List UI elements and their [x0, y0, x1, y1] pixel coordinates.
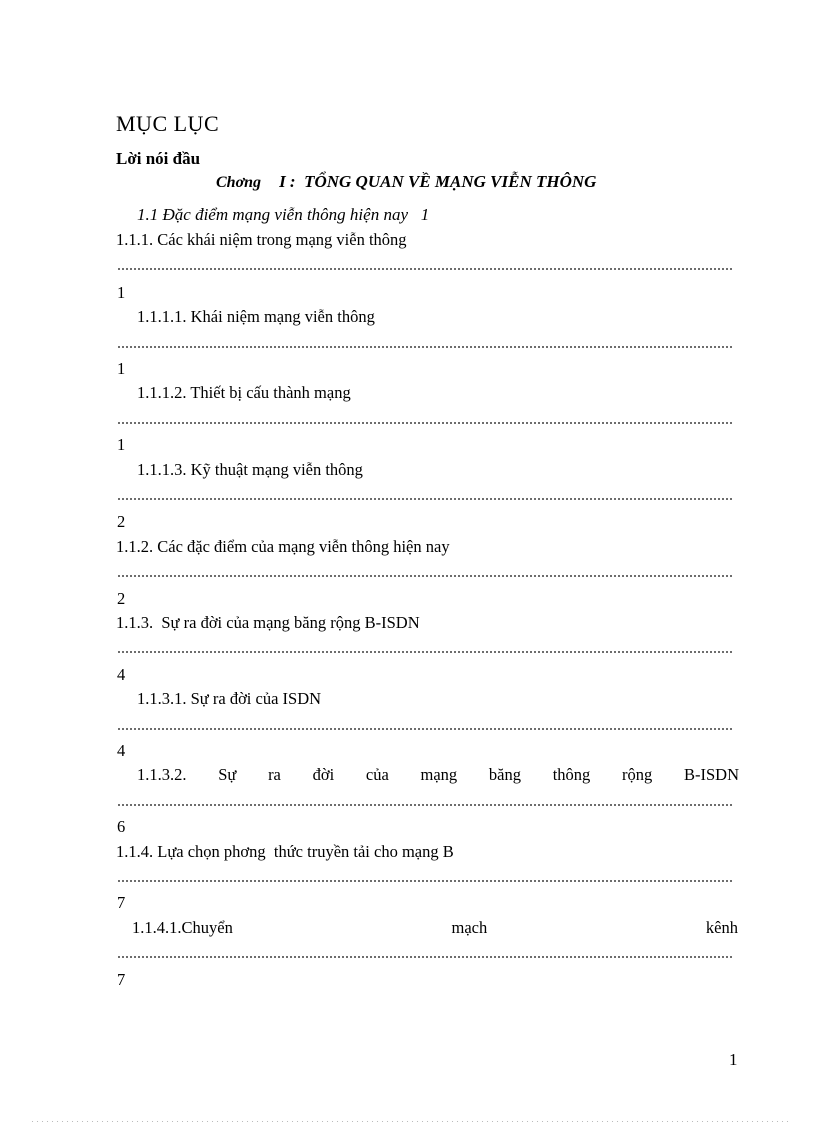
chapter-title: I : TỔNG QUAN VỀ MẠNG VIỄN THÔNG — [279, 172, 597, 191]
chapter-word: Chơng — [216, 174, 262, 191]
toc-entry-text: 1.1.1. Các khái niệm trong mạng viễn thông — [116, 230, 407, 249]
toc-entry-page: 1 — [117, 435, 126, 454]
footer-divider — [30, 1121, 790, 1122]
dot-leader — [117, 651, 733, 653]
toc-word: Sự — [218, 765, 237, 784]
toc-entry-page: 4 — [117, 665, 126, 684]
dot-leader — [117, 956, 733, 958]
toc-entry-page: 7 — [117, 970, 126, 989]
toc-word: đời — [312, 765, 335, 784]
toc-entry-text: 1.1.1.1. Khái niệm mạng viễn thông — [137, 307, 375, 326]
toc-word: mạch — [451, 918, 488, 937]
toc-word: băng — [488, 765, 521, 784]
toc-entry-page: 2 — [117, 589, 126, 608]
toc-word: của — [365, 765, 389, 784]
toc-word: thông — [552, 765, 591, 784]
dot-leader — [117, 268, 733, 270]
toc-entry-text: 1.1.1.2. Thiết bị cấu thành mạng — [137, 383, 351, 402]
page-number: 1 — [729, 1050, 738, 1069]
toc-word: kênh — [705, 918, 738, 937]
toc-word: 1.1.4.1.Chuyển — [132, 918, 233, 937]
toc-word: rộng — [622, 765, 653, 784]
dot-leader — [117, 575, 733, 577]
toc-entry-text: 1.1.3. Sự ra đời của mạng băng rộng B-ISDN — [116, 613, 420, 632]
dot-leader — [117, 346, 733, 348]
dot-leader — [117, 804, 733, 806]
toc-entry-page: 1 — [117, 359, 126, 378]
toc-word: B-ISDN — [683, 765, 739, 784]
toc-entry-page: 2 — [117, 512, 126, 531]
toc-entry-text: 1.1.1.3. Kỹ thuật mạng viễn thông — [137, 460, 363, 479]
dot-leader — [117, 728, 733, 730]
toc-entry-page: 4 — [117, 741, 126, 760]
toc-word: 1.1.3.2. — [137, 765, 187, 784]
toc-entry-page: 7 — [117, 893, 126, 912]
dot-leader — [117, 880, 733, 882]
preface-entry: Lời nói đầu — [116, 149, 201, 168]
chapter-heading — [216, 172, 596, 192]
toc-word: mạng — [420, 765, 458, 784]
toc-entry-page: 1 — [117, 283, 126, 302]
toc-word: ra — [268, 765, 281, 784]
dot-leader — [117, 422, 733, 424]
toc-entry-justified — [137, 765, 739, 785]
dot-leader — [117, 498, 733, 500]
toc-entry-text: 1.1.4. Lựa chọn phơng thức truyền tải cho mạng B — [116, 842, 454, 861]
toc-entry-justified — [132, 918, 738, 938]
section-heading: 1.1 Đặc điểm mạng viễn thông hiện nay 1 — [137, 205, 430, 224]
toc-entry-text: 1.1.2. Các đặc điểm của mạng viễn thông hiện nay — [116, 537, 450, 556]
toc-title: MỤC LỤC — [116, 111, 220, 136]
toc-entry-page: 6 — [117, 817, 126, 836]
toc-entry-text: 1.1.3.1. Sự ra đời của ISDN — [137, 689, 322, 708]
